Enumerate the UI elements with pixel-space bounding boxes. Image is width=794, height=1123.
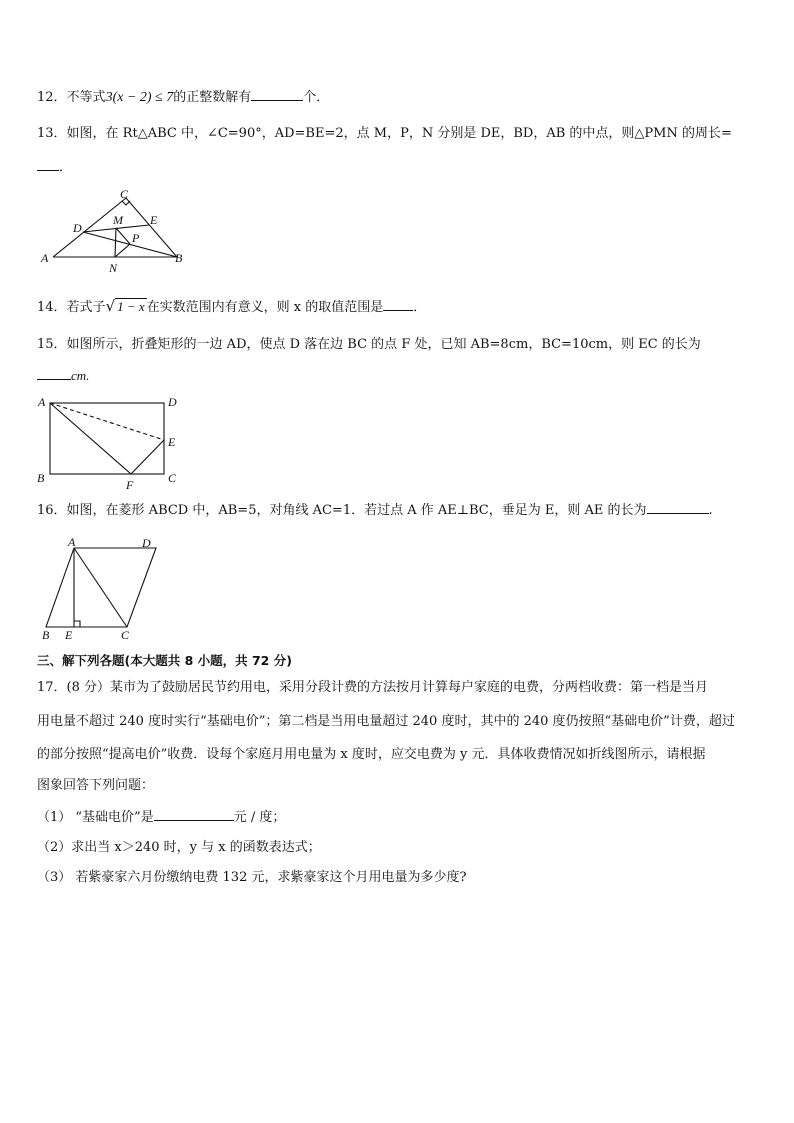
question-number: 14． xyxy=(37,300,67,315)
question-13-answer-line xyxy=(37,158,72,177)
segment-cb xyxy=(126,198,177,257)
label-a: A xyxy=(38,395,46,409)
segment-ae-dashed xyxy=(50,403,164,440)
inequality-expression: 3(x − 2) ≤ 7 xyxy=(105,90,174,105)
label-c: C xyxy=(121,628,130,641)
label-p: P xyxy=(132,231,140,245)
question-12 xyxy=(37,88,329,107)
question-14 xyxy=(37,297,426,317)
question-17-sub-1 xyxy=(37,808,285,827)
segment-af xyxy=(50,403,131,474)
answer-blank[interactable] xyxy=(37,158,59,171)
question-text: 若式子 xyxy=(66,300,106,315)
radical-sign: √ xyxy=(105,297,116,315)
question-16 xyxy=(37,501,713,520)
figure-rhombus xyxy=(36,533,166,641)
question-tail: 个． xyxy=(303,90,330,105)
question-15 xyxy=(37,336,701,354)
answer-blank[interactable] xyxy=(251,88,303,101)
sub-question-text: （1） “基础电价”是 xyxy=(37,810,154,825)
label-n: N xyxy=(109,261,118,275)
question-text: 的正整数解有 xyxy=(173,90,252,105)
question-tail: ． xyxy=(413,300,427,315)
right-angle-mark xyxy=(122,201,130,205)
question-17-line-4: 图象回答下列问题： xyxy=(37,778,155,793)
answer-blank[interactable] xyxy=(154,808,234,821)
question-tail: . xyxy=(708,503,713,518)
question-17-line-2: 用电量不超过 240 度时实行“基础电价”；第二档是当用电量超过 240 度时，其中的 240 度仍按照“基础电价”计费，超过 xyxy=(37,714,735,729)
figure-triangle-abc xyxy=(36,186,196,276)
question-number: 13． xyxy=(37,126,67,141)
label-e: E xyxy=(168,435,176,449)
label-e: E xyxy=(65,628,73,641)
label-a: A xyxy=(68,535,76,549)
answer-unit: cm. xyxy=(71,368,90,383)
label-b: B xyxy=(42,628,50,641)
label-d: D xyxy=(168,395,177,409)
question-15-answer-line xyxy=(37,367,89,386)
label-b: B xyxy=(175,251,183,265)
question-number: 15． xyxy=(37,337,67,352)
label-a: A xyxy=(41,251,49,265)
label-c: C xyxy=(168,471,177,485)
question-text: 如图所示，折叠矩形的一边 AD，使点 D 落在边 BC 的点 F 处，已知 AB=8cm，BC=10cm，则 EC 的长为 xyxy=(66,337,701,352)
question-text: 在实数范围内有意义，则 x 的取值范围是 xyxy=(146,300,384,315)
label-e: E xyxy=(150,213,158,227)
question-13 xyxy=(37,125,732,143)
label-c: C xyxy=(120,187,129,201)
question-17-sub-2: （2）求出当 x＞240 时，y 与 x 的函数表达式； xyxy=(37,840,321,855)
segment-mn xyxy=(115,228,116,257)
rectangle-abcd xyxy=(50,403,164,474)
answer-blank[interactable] xyxy=(383,298,413,311)
answer-blank[interactable] xyxy=(37,367,71,380)
question-17-line-1: 17．(8 分）某市为了鼓励居民节约用电，采用分段计费的方法按月计算每户家庭的电费，分两档收费：第一档是当月 xyxy=(37,680,709,695)
figure-rectangle-fold xyxy=(34,392,189,490)
segment-np xyxy=(115,244,130,257)
diagonal-ac xyxy=(74,548,127,627)
section-title: 三、解下列各题(本大题共 8 小题，共 72 分) xyxy=(37,653,292,668)
question-text: 如图，在菱形 ABCD 中，AB=5，对角线 AC=1．若过点 A 作 AE⊥BC，垂足为 E，则 AE 的长为 xyxy=(66,503,647,518)
square-root-expression xyxy=(106,297,147,317)
question-tail: ． xyxy=(59,160,73,175)
segment-fe xyxy=(131,440,164,474)
question-text: 如图，在 Rt△ABC 中，∠C=90°，AD=BE=2，点 M，P，N 分别是 DE，BD，AB 的中点，则△PMN 的周长= xyxy=(66,126,732,141)
label-b: B xyxy=(37,471,45,485)
label-f: F xyxy=(126,478,134,490)
label-d: D xyxy=(73,221,82,235)
question-17-line-3: 的部分按照“提高电价”收费．设每个家庭月用电量为 x 度时，应交电费为 y 元．具体收费情况如折线图所示，请根据 xyxy=(37,747,706,762)
question-number: 12． xyxy=(37,90,67,105)
question-text: 不等式 xyxy=(66,90,106,105)
right-angle-mark xyxy=(74,621,80,627)
answer-blank[interactable] xyxy=(647,501,709,514)
label-m: M xyxy=(113,213,123,227)
sub-question-unit: 元 / 度； xyxy=(233,810,286,825)
radicand: 1 − x xyxy=(117,299,145,314)
label-d: D xyxy=(142,536,151,550)
question-17-sub-3: （3） 若紫豪家六月份缴纳电费 132 元，求紫豪家这个月用电量为多少度? xyxy=(37,870,467,885)
question-number: 16． xyxy=(37,503,67,518)
